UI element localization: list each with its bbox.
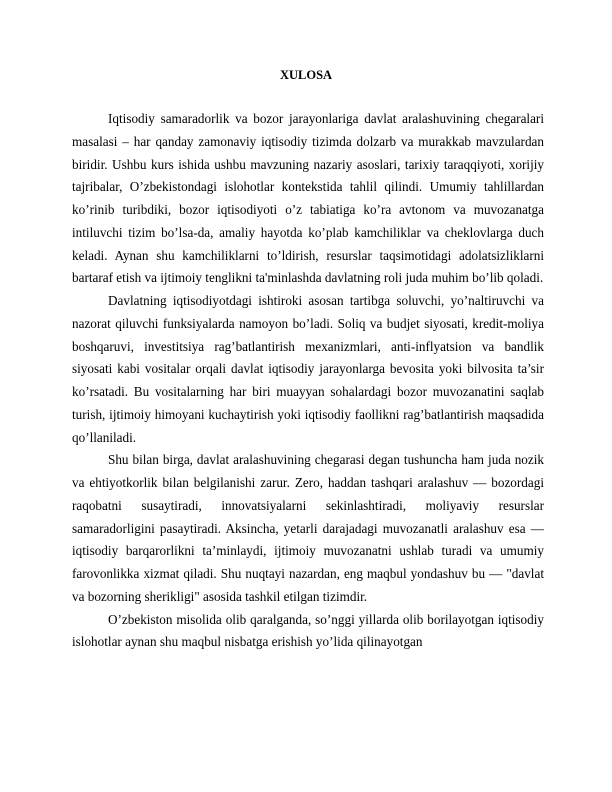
paragraph-4: O’zbekiston misolida olib qaralganda, so’nggi yillarda olib borilayotgan iqtisodiy islohotlar aynan shu maqbul nisbatga erishish yo’lida qilinayotgan (72, 611, 544, 650)
paragraph-3: Shu bilan birga, davlat aralashuvining chegarasi degan tushuncha ham juda nozik va ehtiyotkorlik bilan belgilanishi zarur. Zero, haddan tashqari aralashuv — bozordagi raqobatni susaytiradi, innovatsiyalarni sekinlashtiradi, moliyaviy resurslar samaradorligini pasaytiradi. Aksincha, yetarli darajadagi muvozanatli aralashuv esa — iqtisodiy barqarorlikni ta’minlaydi, ijtimoiy muvozanatni ushlab turadi va umumiy farovonlikka xizmat qiladi. Shu nuqtayi nazardan, eng maqbul yondashuv bu — "davlat va bozorning sherikligi" asosida tashkil etilgan tizimdir. (72, 452, 544, 604)
paragraph-1: Iqtisodiy samaradorlik va bozor jarayonlariga davlat aralashuvining chegaralari masalasi – har qanday zamonaviy iqtisodiy tizimda dolzarb va murakkab mavzulardan biridir. Ushbu kurs ishida ushbu mavzuning nazariy asoslari, tarixiy taraqqiyoti, xorijiy tajribalar, O’zbekistondagi islohotlar kontekstida tahlil qilindi. Umumiy tahlillardan ko’rinib turibdiki, bozor iqtisodiyoti o’z tabiatiga ko’ra avtonom va muvozanatga intiluvchi tizim bo’lsa-da, amaliy hayotda ko’plab kamchiliklar va cheklovlarga duch keladi. Aynan shu kamchiliklarni to’ldirish, resurslar taqsimotidagi adolatsizliklarni bartaraf etish va ijtimoiy tenglikni ta'minlashda davlatning roli juda muhim bo’lib qoladi. (72, 111, 544, 286)
paragraph-2: Davlatning iqtisodiyotdagi ishtiroki asosan tartibga soluvchi, yo’naltiruvchi va nazorat qiluvchi funksiyalarda namoyon bo’ladi. Soliq va budjet siyosati, kredit-moliya boshqaruvi, investitsiya rag’batlantirish mexanizmlari, anti-inflyatsion va bandlik siyosati kabi vositalar orqali davlat iqtisodiy jarayonlarga bevosita yoki bilvosita ta’sir ko’rsatadi. Bu vositalarning har biri muayyan sohalardagi bozor muvozanatini saqlab turish, ijtimoiy himoyani kuchaytirish yoki iqtisodiy faollikni rag’batlantirish maqsadida qo’llaniladi. (72, 293, 544, 445)
document-title: XULOSA (279, 68, 333, 82)
document-body (72, 108, 544, 654)
